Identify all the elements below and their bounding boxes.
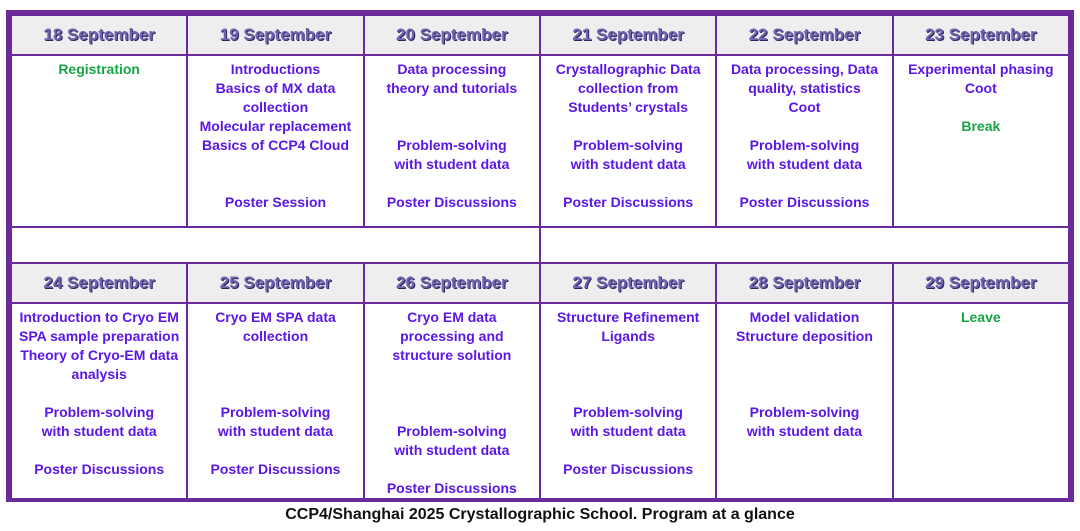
day-cell [540,55,716,227]
activity: Problem-solving with student data [746,404,863,439]
day-cell [11,303,187,499]
day-cell [716,55,892,227]
day-header: 25 September [187,263,363,303]
day-cell [364,303,540,499]
day-header: 28 September [716,263,892,303]
activity: Molecular replacement [199,118,352,134]
activity: Basics of MX data collection [215,80,336,115]
day-cell [893,55,1069,227]
activity: Structure Refinement [556,309,700,325]
day-cell [893,303,1069,499]
schedule-table [6,10,1074,502]
separator-cell [540,227,1069,263]
day-header: 22 September [716,15,892,55]
activity: Registration [58,61,140,77]
activity: Problem-solving with student data [394,137,510,172]
activity: Ligands [601,328,655,344]
activity: Break [961,118,1001,134]
activity: Poster Discussions [386,480,517,496]
page-caption: CCP4/Shanghai 2025 Crystallographic School. Program at a glance [285,506,795,523]
day-header: 26 September [364,263,540,303]
activity-group [721,60,887,117]
activity: Coot [788,99,821,115]
activity: Problem-solving with student data [570,404,686,439]
activity: Problem-solving with student data [394,423,510,458]
activity-group [721,308,887,346]
activity: Poster Discussions [34,461,165,477]
day-header: 20 September [364,15,540,55]
activity: Experimental phasing [908,61,1054,77]
activity: Problem-solving with student data [570,137,686,172]
activity: Structure deposition [736,328,873,344]
separator-cell [11,227,540,263]
activity: Data processing, Data quality, statistics [730,61,878,96]
activity: Problem-solving with student data [41,404,157,439]
activity: Poster Discussions [210,461,341,477]
activity-group [192,60,358,155]
activity: Leave [960,309,1001,325]
day-cell [187,55,363,227]
activity: Basics of CCP4 Cloud [201,137,349,153]
activity: Poster Discussions [739,194,870,210]
separator-row [11,227,1069,263]
activity: Problem-solving with student data [746,137,863,172]
day-header: 27 September [540,263,716,303]
day-header: 19 September [187,15,363,55]
week2-header-row [11,263,1069,303]
day-header: 23 September [893,15,1069,55]
day-cell [540,303,716,499]
schedule-grid [10,14,1070,500]
activity: Problem-solving with student data [217,404,334,439]
activity: Model validation [749,309,860,325]
activity: Cryo EM SPA data collection [215,309,336,344]
activity: Introduction to Cryo EM SPA sample preparation [19,309,180,344]
activity: Theory of Cryo-EM data analysis [20,347,179,382]
day-header: 29 September [893,263,1069,303]
day-header: 21 September [540,15,716,55]
activity: Cryo EM data processing and structure solution [392,309,512,363]
day-header: 18 September [11,15,187,55]
activity: Poster Discussions [563,461,694,477]
activity-group [545,308,711,346]
day-cell [11,55,187,227]
activity-group [898,60,1064,98]
activity: Data processing theory and tutorials [386,61,518,96]
activity: Poster Discussions [563,194,694,210]
activity: Coot [964,80,997,96]
week2-body-row [11,303,1069,499]
activity: Poster Discussions [386,194,517,210]
day-header: 24 September [11,263,187,303]
day-cell [187,303,363,499]
activity: Poster Session [224,194,327,210]
week1-header-row [11,15,1069,55]
week1-body-row [11,55,1069,227]
activity: Crystallographic Data collection from Students’ crystals [555,61,701,115]
activity-group [16,308,182,384]
day-cell [364,55,540,227]
activity: Introductions [230,61,321,77]
day-cell [716,303,892,499]
